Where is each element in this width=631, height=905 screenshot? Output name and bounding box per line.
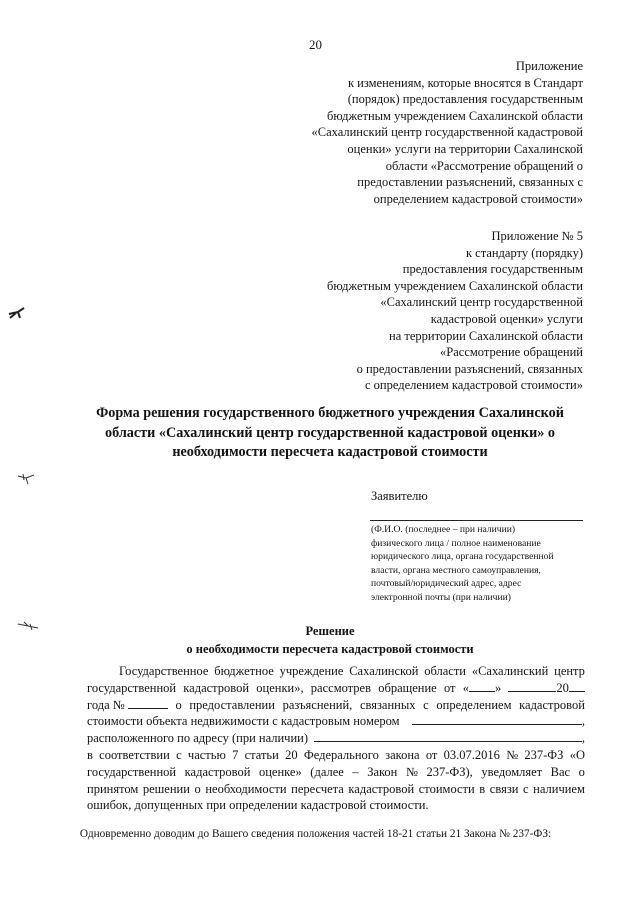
body-word: «О: [569, 747, 585, 762]
address-blank: [314, 730, 582, 742]
body-text: ошибок, допущенных при определении кадастровой стоимости.: [87, 798, 429, 813]
body-word: с: [176, 747, 182, 762]
appendix-line: к изменениям, которые вносятся в Стандарт: [347, 75, 583, 90]
body-word: соответствии: [99, 747, 170, 762]
applicant-label: Заявителю: [371, 489, 428, 503]
body-word: бюджетное: [214, 664, 274, 678]
decision-title: Решение: [305, 624, 355, 638]
body-word: Вас: [550, 764, 571, 779]
appendix-line: Приложение № 5: [491, 229, 583, 243]
quote-open: «: [462, 680, 469, 695]
appendix-line: области «Рассмотрение обращений о: [385, 158, 583, 173]
applicant-note-line: почтовый/юридический адрес, адрес: [371, 578, 522, 589]
applicant-note-line: электронной почты (при наличии): [371, 591, 511, 603]
appendix-line: кадастровой оценки» услуги: [430, 311, 583, 326]
bottom-text: Одновременно доводим до Вашего сведения положения частей 18-21 статьи 21 Закона № 237-ФЗ:: [79, 828, 552, 840]
appendix-line: определением кадастровой стоимости»: [373, 191, 583, 206]
body-word: уведомляет: [481, 764, 543, 779]
appendix-block-5: [327, 228, 583, 394]
title-line: Форма решения государственного бюджетного учреждения Сахалинской: [96, 405, 564, 421]
day-blank: [469, 680, 495, 692]
body-word: необходимости: [205, 781, 287, 796]
appendix-line: на территории Сахалинской области: [389, 328, 583, 343]
form-title: [60, 404, 600, 463]
quote-close: »: [494, 680, 502, 695]
applicant-note-line: власти, органа местного самоуправления,: [371, 564, 541, 576]
body-line: [87, 797, 585, 814]
appendix-line: бюджетным учреждением Сахалинской области: [327, 108, 583, 123]
appendix-line: (порядок) предоставления государственным: [347, 92, 583, 107]
year-prefix: 20: [556, 680, 569, 695]
date-field: [508, 680, 585, 697]
body-word: решении: [142, 781, 190, 796]
body-word: о: [578, 764, 585, 779]
body-word: 237-ФЗ: [524, 747, 564, 762]
applicant-blank-line: [370, 520, 583, 521]
decision-subtitle: о необходимости пересчета кадастровой стоимости: [186, 641, 474, 656]
appendix-line: предоставления государственным: [402, 262, 583, 277]
appendix-line: к стандарту (порядку): [465, 245, 583, 260]
body-word: оценке»: [258, 764, 302, 779]
body-word: учреждение: [279, 664, 344, 678]
body-word: кадастровой: [184, 764, 251, 779]
body-word: связи: [489, 781, 519, 796]
appendix-line: Приложение: [515, 59, 583, 73]
body-word: связанных: [359, 697, 416, 712]
decision-heading: [60, 623, 600, 658]
body-word: в: [479, 781, 486, 796]
body-line: [87, 663, 585, 680]
year-blank: [569, 680, 585, 692]
body-word: №: [506, 747, 519, 762]
month-blank: [508, 680, 556, 692]
applicant-note-line: юридического лица, органа государственной: [371, 551, 554, 562]
appendix-line: оценки» услуги на территории Сахалинской: [347, 141, 583, 156]
body-word: –: [352, 764, 359, 779]
address-field: [314, 730, 585, 747]
body-text: года №: [87, 697, 125, 712]
applicant-note-line: (Ф.И.О. (последнее – при наличии): [371, 524, 516, 535]
body-word: 237-ФЗ),: [426, 764, 473, 779]
body-word: от: [425, 747, 438, 762]
cadastral-number-blank: [412, 713, 582, 725]
appendix-line: о предоставлении разъяснений, связанных: [356, 361, 583, 376]
body-text: расположенного по адресу (при наличии): [87, 731, 308, 746]
body-word: №: [405, 764, 418, 779]
body-word: кадастровой: [183, 680, 250, 695]
body-word: Федерального: [303, 747, 379, 762]
body-line: [87, 764, 585, 781]
body-word: 7: [232, 747, 239, 762]
body-word: рассмотрев: [310, 680, 372, 695]
body-word: стоимости: [418, 781, 475, 796]
decision-body: [87, 663, 585, 814]
appendix-line: «Рассмотрение обращений: [440, 345, 583, 360]
body-word: статьи: [244, 747, 279, 762]
number-blank: [128, 697, 168, 709]
appendix-block-1: [311, 58, 583, 207]
body-word: о: [194, 781, 201, 796]
body-word: 20: [285, 747, 298, 762]
body-line: [87, 781, 585, 798]
scan-mark: [14, 616, 44, 636]
body-word: предоставлении: [189, 697, 275, 712]
body-word: разъяснений,: [282, 697, 353, 712]
date-field: [463, 680, 502, 697]
body-word: принятом: [87, 781, 139, 796]
body-word: государственной: [87, 680, 177, 695]
appendix-line: бюджетным учреждением Сахалинской области: [327, 278, 583, 293]
body-word: о: [175, 697, 182, 712]
body-word: (далее: [310, 764, 344, 779]
body-word: с: [523, 781, 529, 796]
body-text: стоимости объекта недвижимости с кадастровым номером: [87, 714, 400, 729]
body-word: частью: [187, 747, 226, 762]
body-word: 03.07.2016: [443, 747, 500, 762]
body-line: [87, 713, 585, 730]
body-word: от: [443, 680, 456, 695]
appendix-line: «Сахалинский центр государственной кадастровой: [311, 125, 583, 140]
appendix-line: с определением кадастровой стоимости»: [365, 378, 583, 393]
body-line: [87, 697, 585, 714]
body-word: кадастровой: [519, 697, 585, 712]
body-word: наличием: [533, 781, 585, 796]
body-word: обращение: [378, 680, 437, 695]
comma: ,: [581, 714, 585, 729]
body-word: области: [424, 664, 466, 678]
body-line: [87, 680, 585, 697]
body-word: Сахалинской: [349, 664, 419, 678]
applicant-note: [371, 523, 554, 604]
body-word: центр: [554, 664, 585, 678]
page-number: 20: [309, 37, 322, 52]
appendix-line: предоставлении разъяснений, связанных с: [357, 175, 583, 190]
body-line: [87, 747, 585, 764]
body-word: пересчета: [291, 781, 344, 796]
body-word: оценки»,: [256, 680, 304, 695]
body-word: с: [423, 697, 429, 712]
appendix-line: «Сахалинский центр государственной: [380, 295, 583, 310]
body-word: определением: [436, 697, 512, 712]
body-word: «Сахалинский: [471, 664, 549, 678]
scan-mark: [14, 470, 44, 490]
scan-mark: [6, 304, 28, 324]
cadastral-number-field: [412, 713, 585, 730]
body-line: [87, 730, 585, 747]
body-word: в: [87, 747, 93, 762]
comma: ,: [581, 731, 585, 746]
applicant-note-line: физического лица / полное наименование: [371, 537, 541, 549]
title-line: области «Сахалинский центр государственной кадастровой оценки» о: [105, 424, 555, 441]
body-word: закона: [385, 747, 420, 762]
body-word: Закон: [367, 764, 398, 779]
body-word: [87, 697, 168, 714]
body-word: государственной: [87, 764, 177, 779]
body-word: Государственное: [119, 664, 209, 678]
body-word: кадастровой: [348, 781, 415, 796]
title-line: необходимости пересчета кадастровой стоимости: [172, 444, 488, 460]
